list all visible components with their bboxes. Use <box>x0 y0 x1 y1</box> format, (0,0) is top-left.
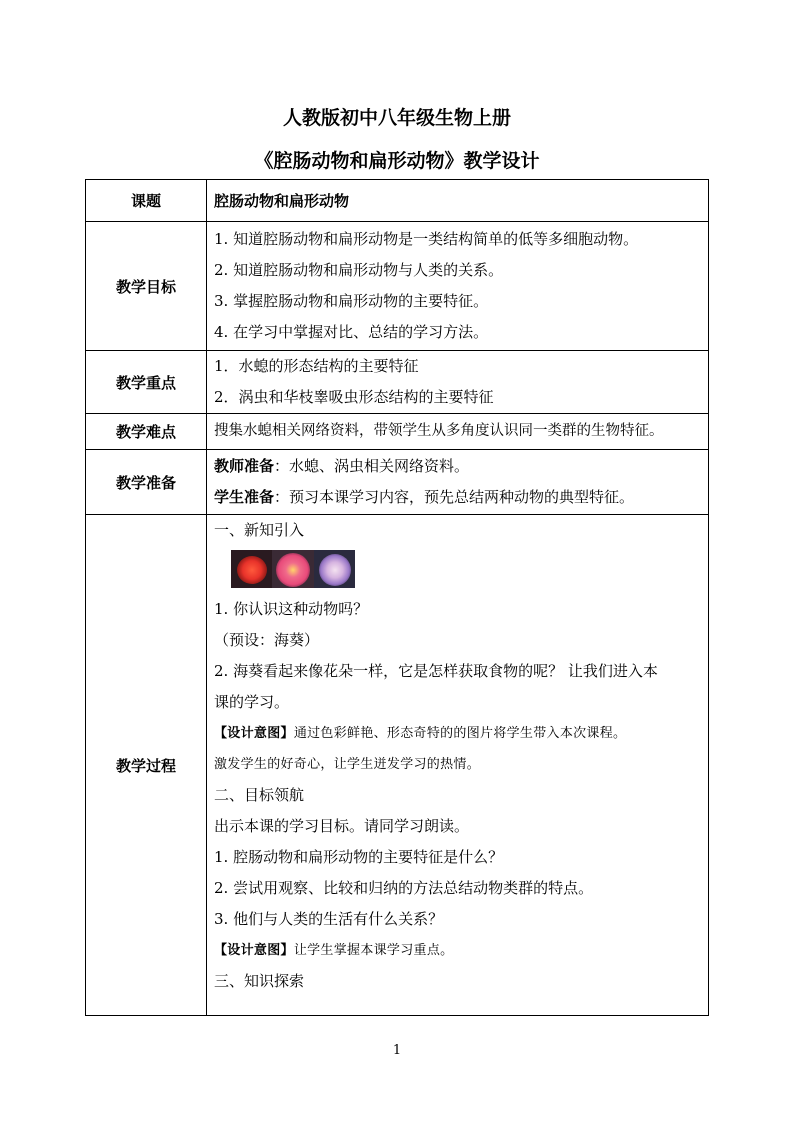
value-process <box>207 515 709 1016</box>
row-preparation <box>86 450 709 515</box>
goal-item: 2. 尝试用观察、比较和归纳的方法总结动物类群的特点。 <box>214 879 594 897</box>
row-difficulty <box>86 414 709 450</box>
objective-item: 1. 知道腔肠动物和扁形动物是一类结构简单的低等多细胞动物。 <box>214 230 639 248</box>
student-preparation <box>214 482 701 513</box>
design-intent-cont: 激发学生的好奇心，让学生迸发学习的热情。 <box>214 757 481 772</box>
student-prep-text: ：预习本课学习内容，预先总结两种动物的典型特征。 <box>274 488 635 506</box>
row-topic <box>86 180 709 222</box>
section-heading: 一、新知引入 <box>214 521 305 539</box>
row-process <box>86 515 709 1016</box>
goal-intro: 出示本课的学习目标。请同学习朗读。 <box>214 817 470 835</box>
question-text-cont: 课的学习。 <box>214 693 290 711</box>
label-topic: 课题 <box>86 180 207 222</box>
row-key-points <box>86 351 709 414</box>
section-heading: 二、目标领航 <box>214 786 305 804</box>
design-intent-tag: 【设计意图】 <box>214 943 294 958</box>
value-topic: 腔肠动物和扁形动物 <box>207 180 709 222</box>
label-process: 教学过程 <box>86 515 207 1016</box>
label-difficulty: 教学难点 <box>86 414 207 450</box>
objective-item: 3. 掌握腔肠动物和扁形动物的主要特征。 <box>214 292 489 310</box>
objective-item: 2. 知道腔肠动物和扁形动物与人类的关系。 <box>214 261 504 279</box>
row-objectives <box>86 222 709 351</box>
page-number: 1 <box>392 1043 402 1058</box>
key-point-item: 1．水螅的形态结构的主要特征 <box>214 357 419 375</box>
design-intent <box>214 935 701 966</box>
sea-anemone-image <box>231 550 355 588</box>
design-intent <box>214 718 701 749</box>
difficulty-text: 搜集水螅相关网络资料，带领学生从多角度认识同一类群的生物特征。 <box>214 423 664 439</box>
question-text: 1. 你认识这种动物吗？ <box>214 600 369 618</box>
lesson-plan-table <box>85 179 709 1016</box>
teacher-prep-text: ：水螅、涡虫相关网络资料。 <box>274 457 470 475</box>
document-subtitle: 《腔肠动物和扁形动物》教学设计 <box>254 150 540 172</box>
anemone-photo-red <box>231 550 272 588</box>
goal-item: 1. 腔肠动物和扁形动物的主要特征是什么？ <box>214 848 504 866</box>
anemone-photo-pink <box>272 550 313 588</box>
design-intent-text: 通过色彩鲜艳、形态奇特的的图片将学生带入本次课程。 <box>293 726 627 741</box>
value-preparation <box>207 450 709 515</box>
value-objectives <box>207 222 709 351</box>
anemone-photo-purple <box>314 550 355 588</box>
teacher-preparation <box>214 451 701 482</box>
value-difficulty <box>207 414 709 450</box>
design-intent-text: 让学生掌握本课学习重点。 <box>293 943 454 958</box>
design-intent-tag: 【设计意图】 <box>214 726 294 741</box>
section-heading: 三、知识探索 <box>214 972 305 990</box>
student-prep-label: 学生准备 <box>214 488 275 506</box>
teacher-prep-label: 教师准备 <box>214 457 275 475</box>
objective-item: 4. 在学习中掌握对比、总结的学习方法。 <box>214 323 489 341</box>
label-key-points: 教学重点 <box>86 351 207 414</box>
anemone-pink-shape <box>276 553 310 587</box>
anemone-purple-shape <box>319 554 351 586</box>
goal-item: 3. 他们与人类的生活有什么关系？ <box>214 910 444 928</box>
document-title: 人教版初中八年级生物上册 <box>282 107 511 129</box>
anemone-red-shape <box>237 556 267 584</box>
key-point-item: 2．涡虫和华枝睾吸虫形态结构的主要特征 <box>214 388 494 406</box>
label-objectives: 教学目标 <box>86 222 207 351</box>
preset-answer: （预设：海葵） <box>214 631 320 649</box>
question-text: 2. 海葵看起来像花朵一样，它是怎样获取食物的呢？ 让我们进入本 <box>214 662 658 680</box>
label-preparation: 教学准备 <box>86 450 207 515</box>
value-key-points <box>207 351 709 414</box>
